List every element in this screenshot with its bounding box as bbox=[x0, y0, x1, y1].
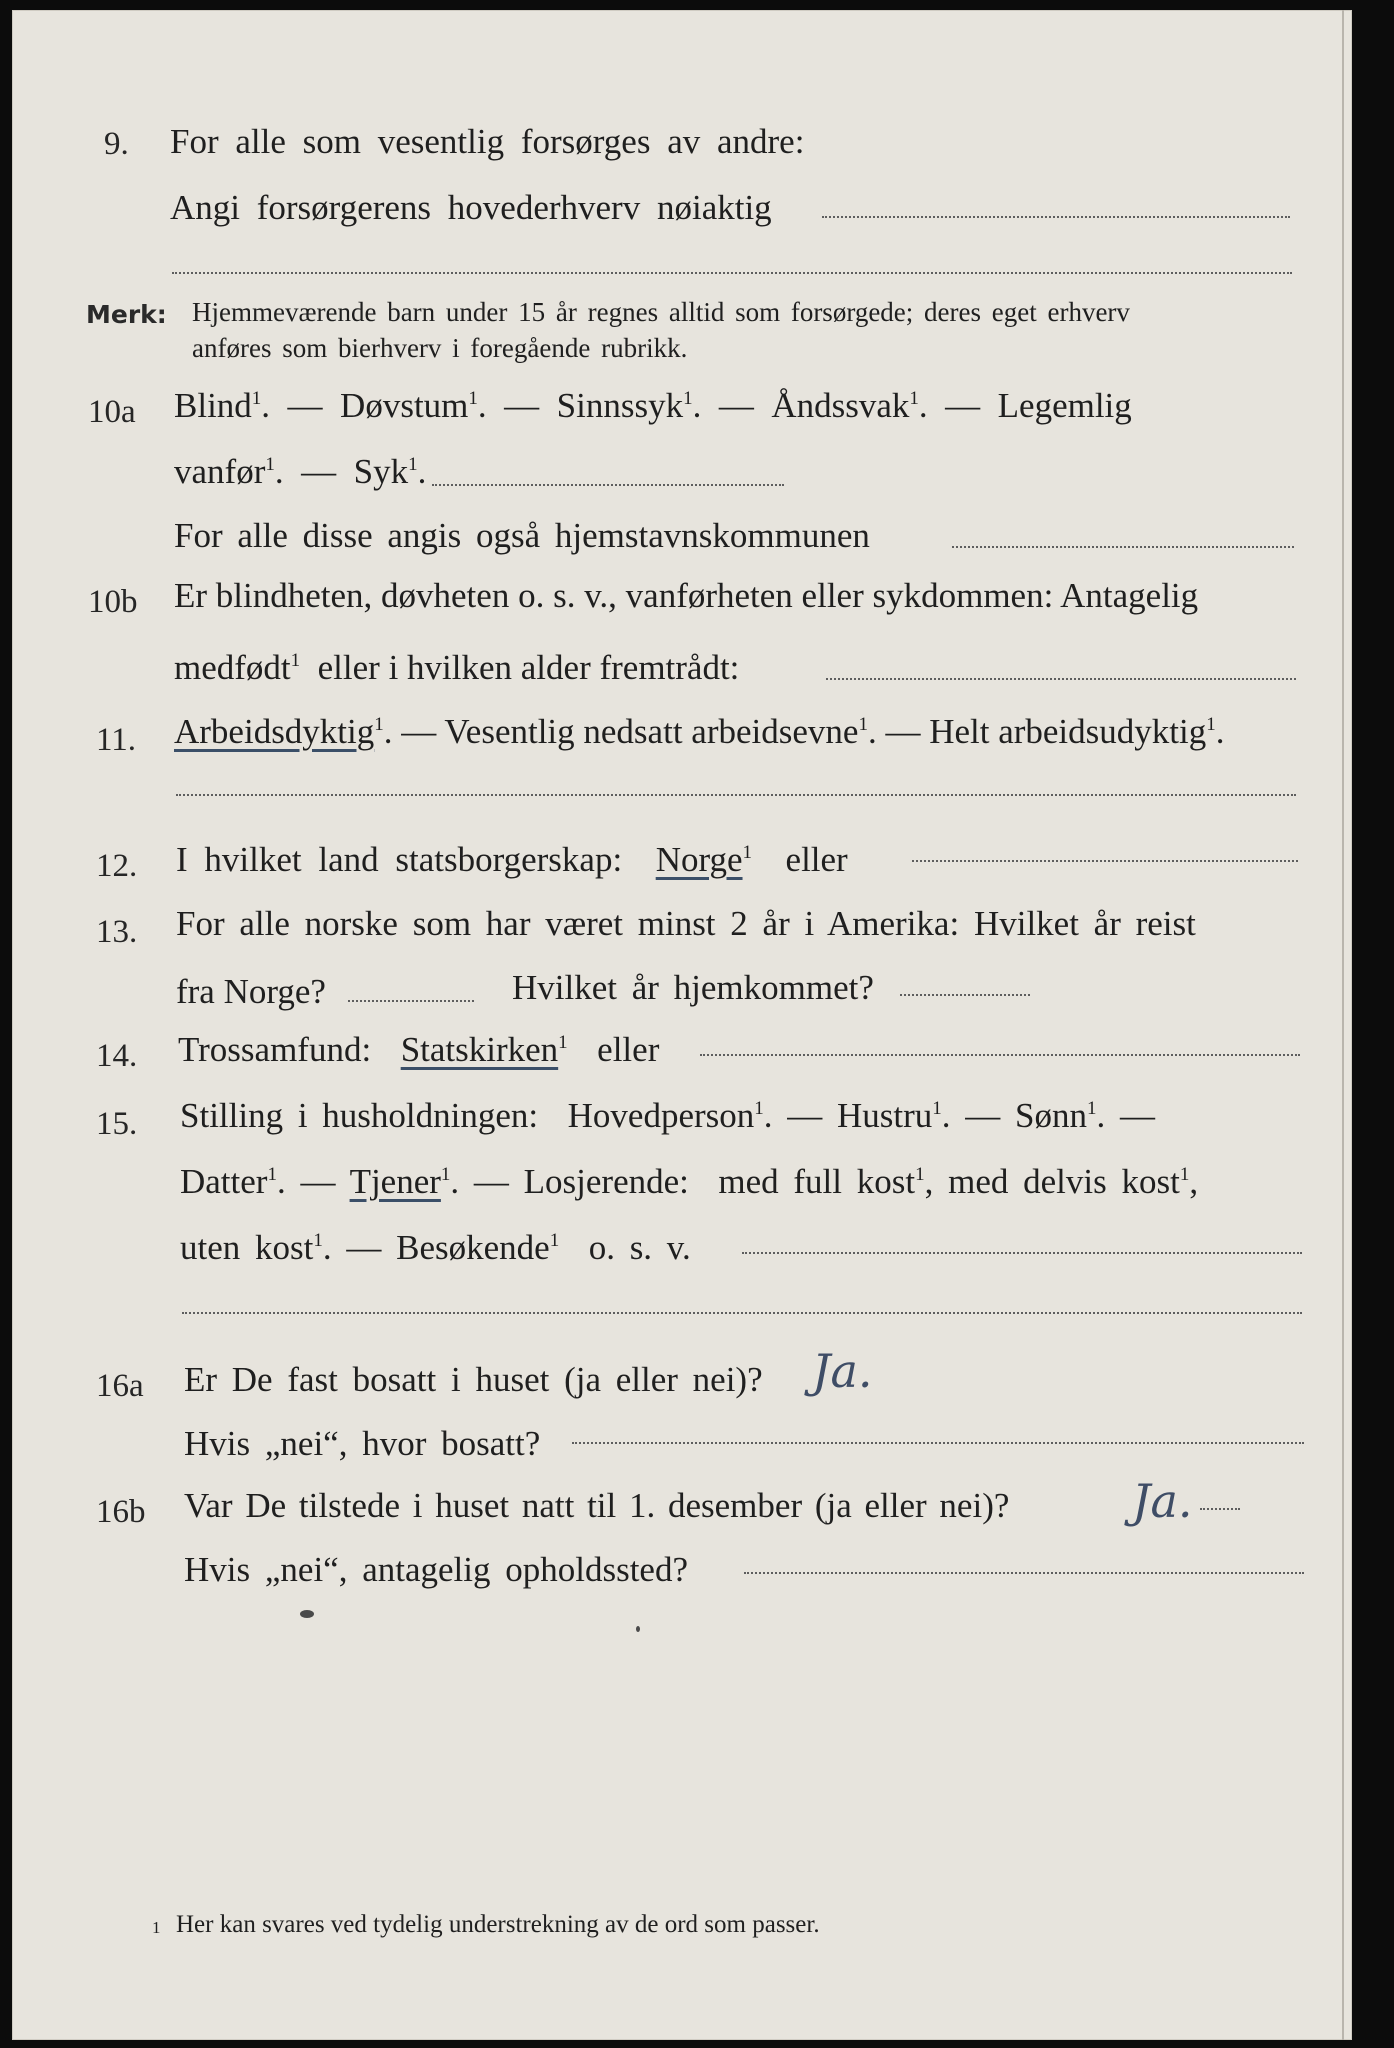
question-16a-line1: Er De fast bosatt i huset (ja eller nei)? bbox=[184, 1360, 763, 1399]
option-sonn[interactable]: Sønn bbox=[1015, 1096, 1088, 1135]
question-16b-line2: Hvis „nei“, antagelig opholdssted? bbox=[184, 1550, 688, 1589]
ink-speck bbox=[300, 1610, 314, 1618]
option-datter[interactable]: Datter bbox=[180, 1162, 268, 1201]
option-besokende[interactable]: Besøkende bbox=[396, 1228, 550, 1267]
option-nedsatt-arbeidsevne[interactable]: Vesentlig nedsatt arbeidsevne bbox=[444, 712, 859, 751]
question-14-answer-line[interactable] bbox=[700, 1054, 1300, 1056]
question-9-line2: Angi forsørgerens hovederhverv nøiaktig bbox=[170, 188, 772, 227]
question-9-line1: For alle som vesentlig forsørges av andre: bbox=[170, 122, 805, 161]
question-16b-number: 16b bbox=[96, 1494, 146, 1530]
option-delvis-kost[interactable]: med delvis kost bbox=[948, 1162, 1180, 1201]
question-10a-hjemstavn-line[interactable] bbox=[952, 546, 1294, 548]
option-medfodt[interactable]: medfødt bbox=[174, 648, 291, 687]
option-statskirken[interactable]: Statskirken bbox=[400, 1030, 559, 1069]
question-10a-answer-line[interactable] bbox=[432, 484, 784, 486]
question-10a-line1: Blind$^1$. — Døvstum$^1$. — Sinnssyk$^1$. — Åndssvak$^1$. — Legemlig bbox=[174, 386, 1132, 425]
question-16a-answer-line[interactable] bbox=[572, 1442, 1304, 1444]
ink-speck bbox=[636, 1626, 640, 1632]
question-11-number: 11. bbox=[96, 722, 137, 758]
merk-text-line1: Hjemmeværende barn under 15 år regnes alltid som forsørgede; deres eget erhverv bbox=[192, 297, 1130, 327]
question-14-number: 14. bbox=[96, 1038, 138, 1074]
option-legemlig[interactable]: Legemlig bbox=[997, 386, 1132, 425]
question-12-number: 12. bbox=[96, 848, 138, 884]
question-10a-number: 10a bbox=[88, 394, 136, 430]
question-13-reist-line[interactable] bbox=[348, 1000, 474, 1002]
option-hovedperson[interactable]: Hovedperson bbox=[567, 1096, 755, 1135]
question-16b-answer-line[interactable] bbox=[744, 1572, 1304, 1574]
option-blind[interactable]: Blind bbox=[174, 386, 252, 425]
option-andssvak[interactable]: Åndssvak bbox=[771, 386, 910, 425]
question-15-line1: Stilling i husholdningen: Hovedperson$^1$. — Hustru$^1$. — Sønn$^1$. — bbox=[180, 1096, 1156, 1135]
question-11-answer-line[interactable] bbox=[176, 794, 1296, 796]
option-syk[interactable]: Syk bbox=[353, 452, 409, 491]
footnote-number: 1 bbox=[152, 1918, 161, 1937]
question-10a-line3: For alle disse angis også hjemstavnskommunen bbox=[174, 516, 870, 555]
question-16a-line2: Hvis „nei“, hvor bosatt? bbox=[184, 1424, 541, 1463]
question-9-answer-line[interactable] bbox=[822, 216, 1290, 218]
question-9-number: 9. bbox=[104, 126, 129, 162]
option-dovstum[interactable]: Døvstum bbox=[340, 386, 469, 425]
question-16a-number: 16a bbox=[96, 1368, 144, 1404]
question-10b-number: 10b bbox=[88, 584, 138, 620]
option-tjener[interactable]: Tjener bbox=[349, 1162, 441, 1201]
page-edge-rule bbox=[1342, 10, 1344, 2040]
question-9-answer-line-2[interactable] bbox=[172, 272, 1292, 274]
question-13-line1: For alle norske som har været minst 2 år i Amerika: Hvilket år reist bbox=[176, 904, 1196, 943]
question-16b-line1: Var De tilstede i huset natt til 1. desember (ja eller nei)? bbox=[184, 1486, 1010, 1525]
question-11-line1: Arbeidsdyktig$^1$. — Vesentlig nedsatt arbeidsevne$^1$. — Helt arbeidsudyktig$^1$. bbox=[174, 712, 1225, 751]
question-14-line1: Trossamfund: Statskirken$^1$ eller bbox=[178, 1030, 660, 1069]
option-sinnssyk[interactable]: Sinnssyk bbox=[556, 386, 684, 425]
question-13-hjemkommet: Hvilket år hjemkommet? bbox=[512, 968, 874, 1007]
question-13-hjemkommet-line[interactable] bbox=[900, 994, 1030, 996]
option-uten-kost[interactable]: uten kost bbox=[180, 1228, 314, 1267]
question-16b-answer-tail[interactable] bbox=[1200, 1508, 1240, 1510]
option-vanfor[interactable]: vanfør bbox=[174, 452, 266, 491]
option-arbeidsdyktig[interactable]: Arbeidsdyktig bbox=[174, 712, 375, 751]
merk-label: Merk: bbox=[86, 300, 167, 329]
question-16b-handwritten-answer: Ja. bbox=[1132, 1474, 1193, 1528]
option-arbeidsudyktig[interactable]: Helt arbeidsudyktig bbox=[929, 712, 1207, 751]
question-15-answer-line-2[interactable] bbox=[182, 1312, 1302, 1314]
question-15-line2: Datter$^1$. — Tjener$^1$. — Losjerende: med full kost$^1$, med delvis kost$^1$, bbox=[180, 1162, 1199, 1201]
merk-text-line2: anføres som bierhverv i foregående rubrikk. bbox=[192, 333, 688, 363]
question-10b-answer-line[interactable] bbox=[826, 678, 1296, 680]
question-15-answer-line[interactable] bbox=[742, 1252, 1302, 1254]
question-10b-line2: medfødt$^1$ eller i hvilken alder fremtrådt: bbox=[174, 648, 740, 687]
question-15-number: 15. bbox=[96, 1106, 138, 1142]
question-10a-line2: vanfør$^1$. — Syk$^1$. bbox=[174, 452, 427, 491]
question-16a-handwritten-answer: Ja. bbox=[812, 1344, 873, 1398]
question-12-answer-line[interactable] bbox=[912, 860, 1298, 862]
question-10b-line1: Er blindheten, døvheten o. s. v., vanførheten eller sykdommen: Antagelig bbox=[174, 576, 1199, 615]
option-full-kost[interactable]: med full kost bbox=[718, 1162, 916, 1201]
question-13-fra-norge: fra Norge? bbox=[176, 972, 326, 1011]
footnote-text: Her kan svares ved tydelig understrekning av de ord som passer. bbox=[176, 1911, 820, 1938]
question-13-number: 13. bbox=[96, 914, 138, 950]
option-hustru[interactable]: Hustru bbox=[837, 1096, 933, 1135]
option-norge[interactable]: Norge bbox=[655, 840, 743, 879]
question-15-line3: uten kost$^1$. — Besøkende$^1$ o. s. v. bbox=[180, 1228, 691, 1267]
question-12-line1: I hvilket land statsborgerskap: Norge$^1$ eller bbox=[176, 840, 848, 879]
